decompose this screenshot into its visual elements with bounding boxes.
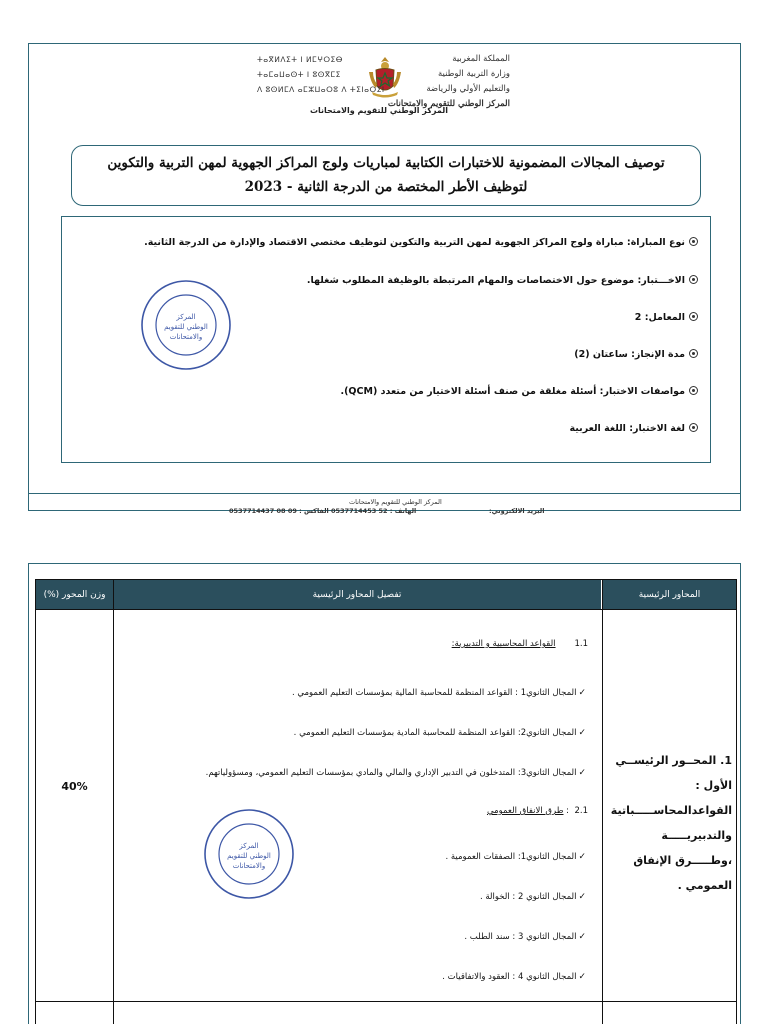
letterhead-center-label: المركز الوطني للتقويم والامتحانات: [309, 106, 449, 115]
bullet-icon: [689, 423, 698, 432]
check-icon: ✓: [578, 728, 586, 738]
svg-text:المركز: المركز: [176, 313, 196, 321]
list-item: ✓المجال الثانوي 4 : العقود والاتفاقيات .: [442, 972, 586, 982]
letterhead: [29, 44, 740, 139]
arabic-line-4: المركز الوطني للتقويم والامتحانات: [387, 99, 510, 109]
bullet-icon: [689, 386, 698, 395]
svg-text:والامتحانات: والامتحانات: [169, 333, 203, 341]
footer-center-name: المركز الوطني للتقويم والامتحانات: [349, 498, 442, 506]
svg-text:الوطني للتقويم: الوطني للتقويم: [227, 852, 271, 860]
exam-details-box: [61, 216, 711, 463]
bullet-icon: [689, 312, 698, 321]
check-icon: ✓: [578, 852, 586, 862]
document-page-1: [28, 43, 741, 515]
detail-item: لغة الاختبار: اللغة العربية: [569, 423, 698, 434]
bullet-icon: [689, 237, 698, 246]
stamp-icon: [138, 277, 234, 373]
column-divider: [602, 580, 603, 1024]
list-item: ✓المجال الثانوي2: القواعد المنظمة للمحاسبة المادية بمؤسسات التعليم العمومي .: [293, 728, 586, 738]
document-title-box: [71, 145, 701, 206]
header-weight: وزن المحور (%): [36, 580, 113, 609]
section-number: 2.1: [574, 806, 588, 816]
footer-phone-fax: الهاتف : 52 0537714453 الفاكس : 09 08 0537714437: [229, 507, 417, 515]
title-line-2: لتوظيف الأطر المختصة من الدرجة الثانية - 2023: [244, 179, 528, 195]
detail-item: المعامل: 2: [635, 312, 698, 323]
header-axes: المحاور الرئيسية: [603, 580, 736, 609]
bullet-icon: [689, 349, 698, 358]
section-heading: [452, 639, 588, 649]
check-icon: ✓: [578, 972, 586, 982]
title-line-1: توصيف المجالات المضمونية للاختبارات الكتابية لمباريات ولوج المراكز الجهوية لمهن التربية والتكوين: [107, 155, 665, 171]
svg-text:والامتحانات: والامتحانات: [232, 862, 266, 870]
check-icon: ✓: [578, 768, 586, 778]
svg-text:الوطني للتقويم: الوطني للتقويم: [164, 323, 208, 331]
arabic-line-2: وزارة التربية الوطنية: [437, 69, 510, 79]
list-item: ✓المجال الثانوي 3 : سند الطلب .: [464, 932, 586, 942]
list-item: ✓المجال الثانوي1: الصفقات العمومية .: [445, 852, 586, 862]
document-page-2: [28, 563, 741, 1024]
detail-item: مدة الإنجاز: ساعتان (2): [574, 349, 698, 360]
header-details: تفصيل المحاور الرئيسية: [113, 580, 601, 609]
list-item: ✓المجال الثانوي3: المتدخلون في التدبير الإداري والمالي والمادي بمؤسسات التعليم العمومي، ومسؤولياتهم.: [205, 768, 586, 778]
tifinagh-line-1: ⵜⴰⴳⵍⴷⵉⵜ ⵏ ⵍⵎⵖⵔⵉⴱ: [257, 55, 343, 64]
row-divider: [36, 1001, 736, 1002]
row-divider: [36, 609, 736, 610]
section-number: 1.1: [574, 639, 588, 649]
list-item: ✓المجال الثانوي 2 : الخوالة .: [479, 892, 586, 902]
axes-table: [35, 579, 737, 1024]
tifinagh-line-3: ⴷ ⵓⵙⵍⵎⴷ ⴰⵎⵣⵡⴰⵔⵓ ⴷ ⵜⵉⵏⴰⵔⵉⵏ: [257, 85, 385, 94]
detail-item: مواصفات الاختبار: أسئلة مغلقة من صنف أسئلة الاختيار من متعدد (QCM).: [340, 386, 698, 397]
section-heading: 2.1 : طرق الانفاق العمومي: [486, 806, 588, 816]
check-icon: ✓: [578, 688, 586, 698]
column-divider: [113, 580, 114, 1024]
tifinagh-line-2: ⵜⴰⵎⴰⵡⴰⵙⵜ ⵏ ⵓⵙⴳⵎⵉ: [257, 70, 341, 79]
section-title: طرق الانفاق العمومي: [486, 806, 564, 816]
footer-divider: [29, 493, 740, 494]
footer-email-label: البريد الالكتروني:: [489, 507, 545, 515]
axis-weight: 40%: [61, 780, 88, 793]
list-item: ✓المجال الثانوي1 : القواعد المنظمة للمحاسبة المالية بمؤسسات التعليم العمومي .: [291, 688, 586, 698]
bullet-icon: [689, 275, 698, 284]
stamp-icon: [201, 806, 297, 902]
check-icon: ✓: [578, 892, 586, 902]
arabic-line-3: والتعليم الأولي والرياضة: [426, 84, 510, 94]
svg-text:المركز: المركز: [239, 842, 259, 850]
arabic-line-1: المملكة المغربية: [452, 54, 510, 64]
check-icon: ✓: [578, 932, 586, 942]
detail-item: نوع المباراة: مباراة ولوج المراكز الجهوية لمهن التربية والتكوين لتوظيف مختصي الاقتصاد والإدارة من الدرجة الثانية.: [144, 237, 698, 248]
detail-item: الاخـــتبار: موضوع حول الاختصاصات والمهام المرتبطة بالوظيفة المطلوب شغلها.: [307, 275, 698, 286]
section-title: القواعد المحاسبية و التدبيرية:: [451, 639, 556, 649]
axis-title: 1. المحــور الرئيســي الأول : القواعدالمحاســـــباتية والتدبيريـــــة ،وطـــــرق الإنفاق العمومي .: [610, 754, 732, 892]
letterhead-tifinagh: [257, 52, 389, 97]
